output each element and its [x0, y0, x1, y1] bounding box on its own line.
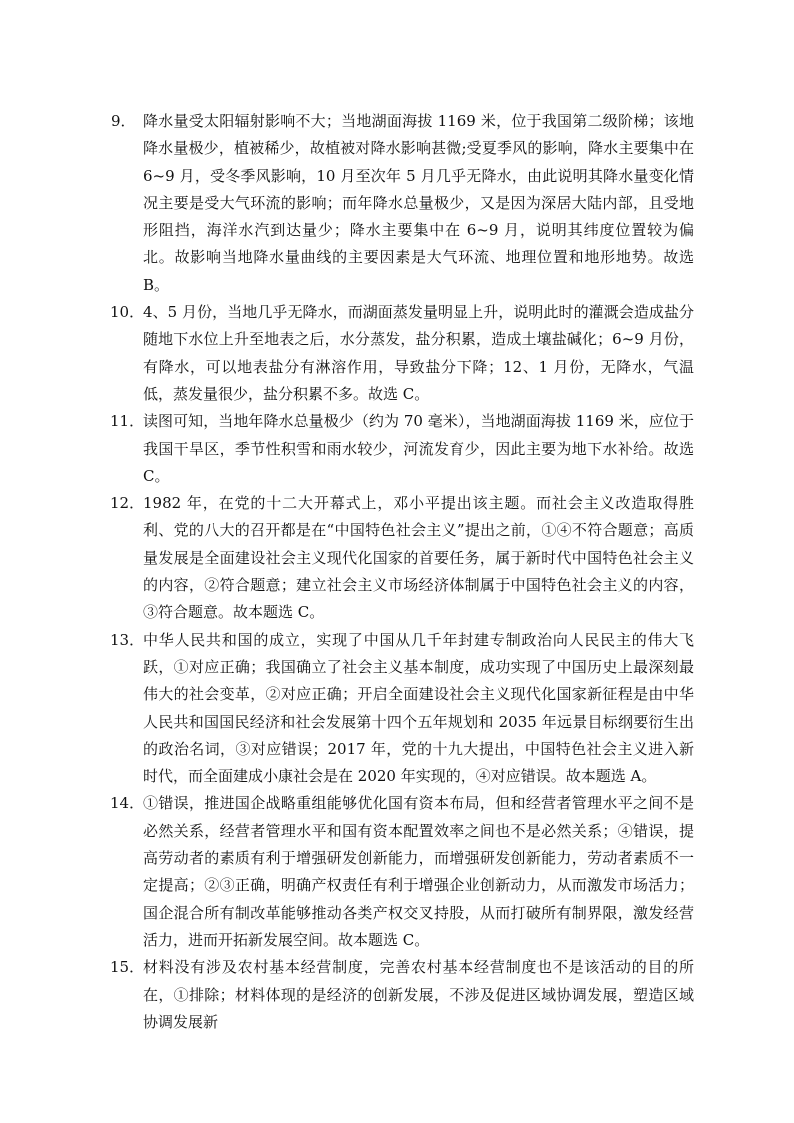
answer-text: 中华人民共和国的成立，实现了中国从几千年封建专制政治向人民民主的伟大飞跃，①对应正确；我国确立了社会主义基本制度，成功实现了中国历史上最深刻最伟大的社会变革，②对应正确；开启全面建设社会主义现代化国家新征程是由中华人民共和国国民经济和社会发展第十四个五年规划和 2035 年远景目标纲要衍生出的政治名词，③对应错误；2017 年，党的十九大提出，中国特色社会主义进入新时代，而全面建成小康社会是在 2020 年实现的，④对应错误。故本题选 A。 — [143, 630, 694, 786]
answer-item-15 — [110, 954, 694, 1036]
answer-item-9 — [110, 108, 694, 299]
answer-text: 读图可知，当地年降水总量极少（约为 70 毫米），当地湖面海拔 1169 米，应位于我国干旱区，季节性积雪和雨水较少，河流发育少，因此主要为地下水补给。故选 C。 — [143, 412, 694, 485]
answer-number: 11． — [110, 412, 145, 431]
answer-item-14 — [110, 790, 694, 954]
answer-number: 10． — [110, 303, 145, 322]
answer-item-12 — [110, 490, 694, 626]
answer-number: 13． — [110, 630, 145, 649]
answer-text: 材料没有涉及农村基本经营制度，完善农村基本经营制度也不是该活动的目的所在，①排除；材料体现的是经济的创新发展，不涉及促进区域协调发展，塑造区域协调发展新 — [143, 958, 694, 1031]
answer-number: 15． — [110, 958, 145, 977]
answer-text: 4、5 月份，当地几乎无降水，而湖面蒸发量明显上升，说明此时的灌溉会造成盐分随地下水位上升至地表之后，水分蒸发，盐分积累，造成土壤盐碱化；6~9 月份，有降水，可以地表盐分有淋溶作用，导致盐分下降；12、1 月份，无降水，气温低，蒸发量很少，盐分积累不多。故选 C。 — [143, 303, 694, 403]
answer-number: 9． — [111, 112, 136, 130]
answer-item-10 — [110, 299, 694, 408]
answer-list — [110, 108, 694, 1036]
answer-text: 降水量受太阳辐射影响不大；当地湖面海拔 1169 米，位于我国第二级阶梯；该地降水量极少，植被稀少，故植被对降水影响甚微;受夏季风的影响，降水主要集中在 6~9 月，受冬季风影响，10 月至次年 5 月几乎无降水，由此说明其降水量变化情况主要是受大气环流的影响；而年降水总量极少，又是因为深居大陆内部，且受地形阻挡，海洋水汽到达量少；降水主要集中在 6~9 月，说明其纬度位置较为偏北。故影响当地降水量曲线的主要因素是大气环流、地理位置和地形地势。故选 B。 — [143, 112, 694, 294]
answer-item-13 — [110, 627, 694, 791]
answer-number: 12． — [110, 494, 145, 513]
answer-item-11 — [110, 408, 694, 490]
answer-text: 1982 年，在党的十二大开幕式上，邓小平提出该主题。而社会主义改造取得胜利、党的八大的召开都是在“中国特色社会主义”提出之前，①④不符合题意；高质量发展是全面建设社会主义现代化国家的首要任务，属于新时代中国特色社会主义的内容，②符合题意；建立社会主义市场经济体制属于中国特色社会主义的内容，③符合题意。故本题选 C。 — [143, 494, 694, 622]
answer-text: ①错误，推进国企战略重组能够优化国有资本布局，但和经营者管理水平之间不是必然关系，经营者管理水平和国有资本配置效率之间也不是必然关系；④错误，提高劳动者的素质有利于增强研发创新能力，而增强研发创新能力，劳动者素质不一定提高；②③正确，明确产权责任有利于增强企业创新动力，从而激发市场活力；国企混合所有制改革能够推动各类产权交叉持股，从而打破所有制界限，激发经营活力，进而开拓新发展空间。故本题选 C。 — [143, 794, 694, 949]
answer-number: 14． — [110, 794, 145, 813]
